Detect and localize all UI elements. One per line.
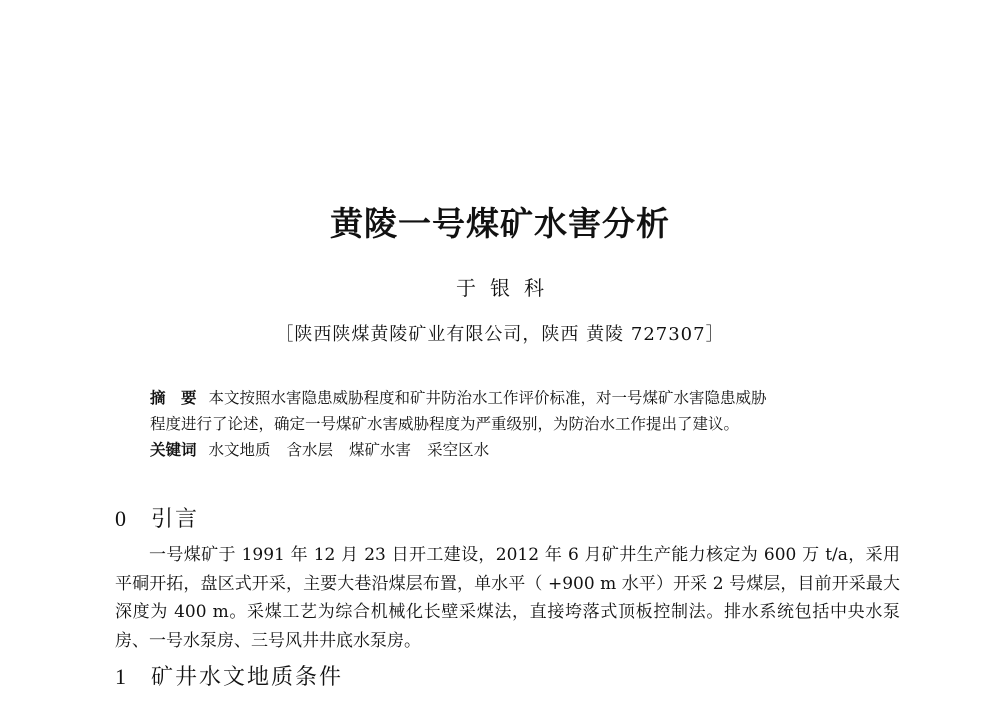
keyword-item: 煤矿水害 bbox=[349, 441, 412, 459]
keyword-item: 含水层 bbox=[286, 441, 334, 459]
section-title: 引言 bbox=[151, 507, 200, 532]
paper-title: 黄陵一号煤矿水害分析 bbox=[330, 204, 670, 243]
section-number: 1 bbox=[115, 664, 128, 689]
section-heading-0 bbox=[115, 502, 199, 533]
author-affiliation: ［陕西陕煤黄陵矿业有限公司，陕西 黄陵 727307］ bbox=[275, 324, 725, 345]
abstract-text-1: 本文按照水害隐患威胁程度和矿井防治水工作评价标准，对一号煤矿水害隐患威胁 bbox=[208, 389, 767, 407]
abstract-block bbox=[150, 385, 870, 463]
section-title: 矿井水文地质条件 bbox=[151, 665, 344, 690]
abstract-line-2: 程度进行了论述，确定一号煤矿水害威胁程度为严重级别，为防治水工作提出了建议。 bbox=[150, 415, 740, 433]
intro-paragraph: 一号煤矿于 1991 年 12 月 23 日开工建设，2012 年 6 月矿井生产能力核定为 600 万 t/a，采用平硐开拓，盘区式开采，主要大巷沿煤层布置，单水平（ +900 m 水平）开采 2 号煤层，目前开采最大深度为 400 m。采煤工艺为综合机械化长壁采煤法，直接垮落式顶板控制法。排水系统包括中央水泵房、一号水泵房、三号风井井底水泵房。 bbox=[115, 545, 900, 651]
keywords-line bbox=[150, 437, 870, 463]
keyword-item: 水文地质 bbox=[208, 441, 271, 459]
section-number: 0 bbox=[115, 506, 128, 531]
keywords-label: 关键词 bbox=[150, 441, 197, 459]
section-heading-1 bbox=[115, 660, 343, 691]
abstract-label: 摘 要 bbox=[150, 389, 197, 407]
abstract-line-1 bbox=[150, 385, 870, 411]
author-name: 于银科 bbox=[456, 276, 558, 300]
keyword-item: 采空区水 bbox=[427, 441, 490, 459]
